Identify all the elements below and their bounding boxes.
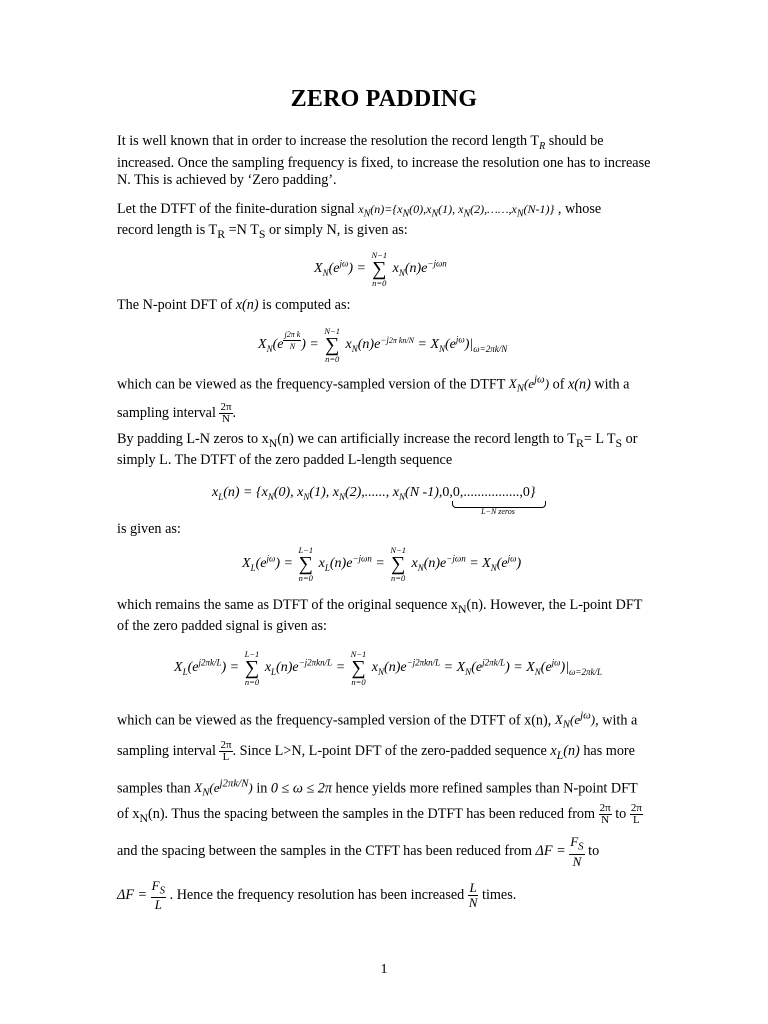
text-line: ΔF = $\frac{F_S}{L}$ . Hence the frequency resolution has been increased $\frac{L}{N}$ times. xyxy=(117,877,517,913)
equation-dtft: $X_N(e^{j\omega})$ = N−1 ∑ n=0 $x_N(n)e^{-j\omega n}$ xyxy=(314,250,447,288)
text-line: which remains the same as DTFT of the original sequence $x_N(n)$. However, the L-point DFT xyxy=(117,597,643,616)
brace-label: L−N zeros xyxy=(481,507,515,516)
sum-symbol: N−1 ∑ n=0 xyxy=(390,545,406,583)
text-line xyxy=(117,133,652,155)
equation-padded-sequence: $x_L(n) = \{x_N(0)$, $x_N(1)$, $x_N(2)$,......, $x_N(N$ -1),0,0,................,0} xyxy=(212,485,536,502)
text-segment: and the spacing between the samples in the CTFT has been reduced from xyxy=(117,843,532,860)
text-segment: has more xyxy=(579,742,635,759)
fraction: $\frac{F_S}{L}$ xyxy=(151,877,166,913)
text-line-1: It is well known that in order to increase the resolution the record length T xyxy=(117,133,540,149)
page-number: 1 xyxy=(380,962,388,977)
equation-padded-dft: $X_L(e^{j2\pi k/L})$ = L−1 ∑ n=0 $x_L(n)e^{-j2\pi kn/L}$ = N−1 ∑ n=0 $x_N(n)e^{-j2\pi kn/L} = X_N(e^{j2\pi k/L}) = X_N(e^{j\omega})|_{\omega=2\pi k/L}$ xyxy=(174,649,602,687)
text-line: The N-point DFT of x(n) is computed as: xyxy=(117,297,351,313)
fraction: $\frac{2\pi}{L}$ xyxy=(220,738,232,763)
text-line: samples than $X_N(e^{j2\pi k/N})$ in 0 ≤ ω ≤ 2π hence yields more refined samples than N-point DFT xyxy=(117,777,638,799)
sum-symbol: L−1 ∑ n=0 xyxy=(298,545,314,583)
text-line: By padding L-N zeros to $x_N(n)$ we can artificially increase the record length to $T_R= L$ $T_S$ or xyxy=(117,431,638,450)
subscript: R xyxy=(539,140,546,152)
text-line: of the zero padded signal is given as: xyxy=(117,617,327,634)
text-segment: which can be viewed as the frequency-sampled version of the DTFT of x(n), xyxy=(117,712,555,729)
text-segment: sampling interval xyxy=(117,742,216,759)
text-line: and the spacing between the samples in the CTFT has been reduced from ΔF = $\frac{F_S}{N}$ to xyxy=(117,834,600,869)
text-line xyxy=(117,803,652,827)
fraction: $\frac{2\pi}{N}$ xyxy=(220,400,232,425)
text-segment: which can be viewed as the frequency-sampled version of the DTFT xyxy=(117,376,509,393)
text-segment: , with a xyxy=(595,712,638,729)
frequency-sampled-paragraph xyxy=(117,372,652,425)
given-as-line xyxy=(117,521,652,538)
text-segment: . Since L>N, L-point DFT of the zero-padded sequence xyxy=(232,742,547,759)
sum-symbol: N−1 ∑ n=0 xyxy=(350,649,367,687)
text-line-2: increased. Once the sampling frequency is fixed, to increase the resolution one has to increase xyxy=(117,154,651,171)
sum-symbol: N−1 ∑ n=0 xyxy=(324,326,341,364)
text-line-3: N. This is achieved by ‘Zero padding’. xyxy=(117,171,337,188)
same-dtft-paragraph xyxy=(117,597,652,635)
text-segment: samples than xyxy=(117,779,191,796)
text-segment: of $x_N(n)$. Thus the spacing between the samples in the DTFT has been reduced from xyxy=(117,806,596,826)
fraction: $\frac{2\pi}{L}$ xyxy=(630,802,642,827)
fraction: $\frac{F_S}{N}$ xyxy=(570,834,584,869)
text-segment: . Hence the frequency resolution has been increased xyxy=(169,886,465,903)
text-line: record length is $T_R =N$ $T_S$ or simply N, is given as: xyxy=(117,222,408,242)
fraction: $\frac{2\pi}{N}$ xyxy=(599,802,611,827)
text-line: which can be viewed as the frequency-sampled version of the DTFT of x(n), $X_N(e^{j\omega})$, with a xyxy=(117,710,638,731)
text-segment: to xyxy=(588,843,600,860)
text-segment: sampling interval xyxy=(117,404,216,421)
fraction: $\frac{L}{N}$ xyxy=(468,879,478,910)
equation-padded-dtft: $X_L(e^{j\omega})$ = L−1 ∑ n=0 $x_L(n)e^{-j\omega n}$ = N−1 ∑ n=0 $x_N(n)e^{-j\omega n} = X_N(e^{j\omega})$ xyxy=(242,545,522,583)
intro-paragraph xyxy=(117,133,652,189)
text-segment: times. xyxy=(482,886,517,903)
signal-definition: $x_N(n)=\{x_N(0),x_N(1)$, $x_N(2),\dots\dots,x_N(N-1)$} xyxy=(358,202,555,220)
text-segment: to xyxy=(615,806,627,823)
text-line: sampling interval $\frac{2\pi}{L}$ . Since L>N, L-point DFT of the zero-padded sequence $x_L(n)$ has more xyxy=(117,738,635,763)
sum-symbol: N−1 ∑ n=0 xyxy=(371,250,388,288)
sum-symbol: L−1 ∑ n=0 xyxy=(244,649,260,687)
text-segment: hence yields more refined samples than N-point DFT xyxy=(331,779,638,796)
equation-dft: $X_N(e$ $^{\frac{\text{j2π k}}{N}}$ ) = N−1 ∑ n=0 $x_N(n)e^{-j2\pi kn/N} = X_N(e^{j\omega})|_{\omega=2\pi k/N}$ xyxy=(258,326,508,364)
padding-paragraph xyxy=(117,431,652,469)
dtft-intro-paragraph xyxy=(117,201,652,243)
text-line: which can be viewed as the frequency-sampled version of the DTFT $X_N(e^{j\omega})$ of x(n) with a xyxy=(117,374,630,395)
text-line xyxy=(117,201,652,222)
text-line: is given as: xyxy=(117,521,181,537)
text-line: simply L. The DTFT of the zero padded L-length sequence xyxy=(117,451,453,468)
dft-intro-line xyxy=(117,297,652,314)
text-segment: , whose xyxy=(554,201,602,217)
page-title: ZERO PADDING xyxy=(290,86,478,112)
text-segment: in xyxy=(252,779,271,796)
text-segment: Let the DTFT of the finite-duration signal xyxy=(117,201,359,217)
text-line: sampling interval $\frac{2\pi}{N}$ . xyxy=(117,400,237,425)
text-line-1-tail: should be xyxy=(545,133,604,149)
conclusion-paragraph xyxy=(117,708,652,912)
